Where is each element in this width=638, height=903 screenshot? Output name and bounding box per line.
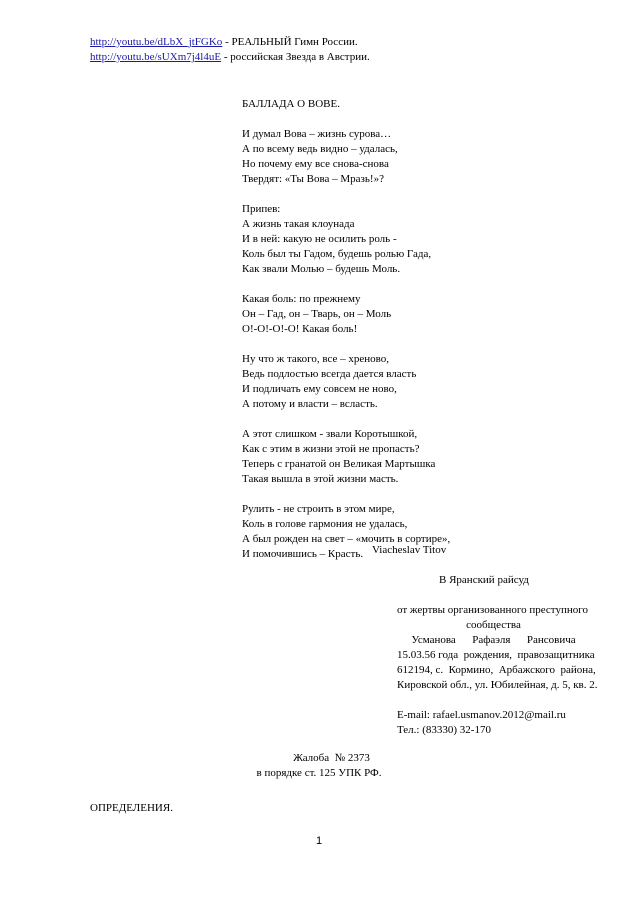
sender-phone: Тел.: (83330) 32-170 — [397, 724, 491, 736]
poem-stanza — [242, 292, 542, 337]
complaint-title: Жалоба № 2373 — [293, 752, 370, 764]
sender-name: Усманова Рафаэля Рансовича — [411, 634, 576, 646]
poem-line: А по всему ведь видно – удалась, — [242, 143, 398, 155]
poem-line: И подличать ему совсем не ново, — [242, 383, 397, 395]
poem-line: Такая вышла в этой жизни масть. — [242, 473, 399, 485]
link-line — [90, 50, 370, 65]
poem-line: Как звали Молью – будешь Моль. — [242, 263, 401, 275]
youtube-link[interactable]: http://youtu.be/dLbX_jtFGKo — [90, 36, 223, 48]
poem-line: А потому и власти – вcласть. — [242, 398, 378, 410]
poem-line: Коль был ты Гадом, будешь ролью Гада, — [242, 248, 432, 260]
poem-line: Теперь с гранатой он Великая Мартышка — [242, 458, 436, 470]
poem-line: Припев: — [242, 203, 281, 215]
complaint-heading — [0, 751, 638, 781]
poem — [242, 97, 542, 577]
sender-email: E-mail: rafael.usmanov.2012@mail.ru — [397, 709, 566, 721]
poem-title: БАЛЛАДА О ВОВЕ. — [242, 98, 340, 110]
court-name: В Яранский райсуд — [439, 574, 529, 586]
poem-line: О!-О!-О!-О! Какая боль! — [242, 323, 358, 335]
youtube-link[interactable]: http://youtu.be/sUXm7j4l4uE — [90, 51, 222, 63]
sender-line: сообщества — [466, 619, 521, 631]
poem-line: А был рожден на свет – «мочить в сортире», — [242, 533, 451, 545]
poem-line: Но почему ему все снова-снова — [242, 158, 389, 170]
video-links — [90, 35, 370, 65]
poem-line: Коль в голове гармония не удалась, — [242, 518, 408, 530]
poem-line: Твердят: «Ты Вова – Мразь!»? — [242, 173, 384, 185]
poem-stanza — [242, 127, 542, 187]
poem-line: Ведь подлостью всегда дается власть — [242, 368, 417, 380]
poem-line: А этот слишком - звали Коротышкой, — [242, 428, 418, 440]
poem-stanza — [242, 202, 542, 277]
poem-line: А жизнь такая клоунада — [242, 218, 355, 230]
sender-line: от жертвы организованного преступного — [397, 604, 588, 616]
sender-address: Кировской обл., ул. Юбилейная, д. 5, кв. 2. — [397, 679, 598, 691]
section-heading: ОПРЕДЕЛЕНИЯ. — [90, 802, 173, 814]
sender-address: 612194, с. Кормино, Арбажского района, — [397, 664, 596, 676]
link-description: - РЕАЛЬНЫЙ Гимн России. — [222, 36, 358, 48]
spacer — [397, 693, 590, 708]
complaint-subtitle: в порядке ст. 125 УПК РФ. — [256, 767, 382, 779]
link-line — [90, 35, 370, 50]
poem-stanza — [242, 427, 542, 487]
sender-birth: 15.03.56 года рождения, правозащитника — [397, 649, 595, 661]
poem-line: Ну что ж такого, все – хреново, — [242, 353, 390, 365]
poem-line: Как с этим в жизни этой не пропасть? — [242, 443, 420, 455]
poem-stanza — [242, 352, 542, 412]
poem-line: Он – Гад, он – Тварь, он – Моль — [242, 308, 392, 320]
poem-line: И в ней: какую не осилить роль - — [242, 233, 397, 245]
page-number: 1 — [315, 835, 323, 847]
address-block — [397, 573, 598, 738]
poem-line: Какая боль: по прежнему — [242, 293, 361, 305]
poem-line: И помочившись – Красть. — [242, 548, 364, 560]
poem-author: Viacheslav Titov — [372, 544, 447, 556]
link-description: - российская Звезда в Австрии. — [221, 51, 370, 63]
poem-line: И думал Вова – жизнь сурова… — [242, 128, 392, 140]
poem-line: Рулить - не строить в этом мире, — [242, 503, 395, 515]
